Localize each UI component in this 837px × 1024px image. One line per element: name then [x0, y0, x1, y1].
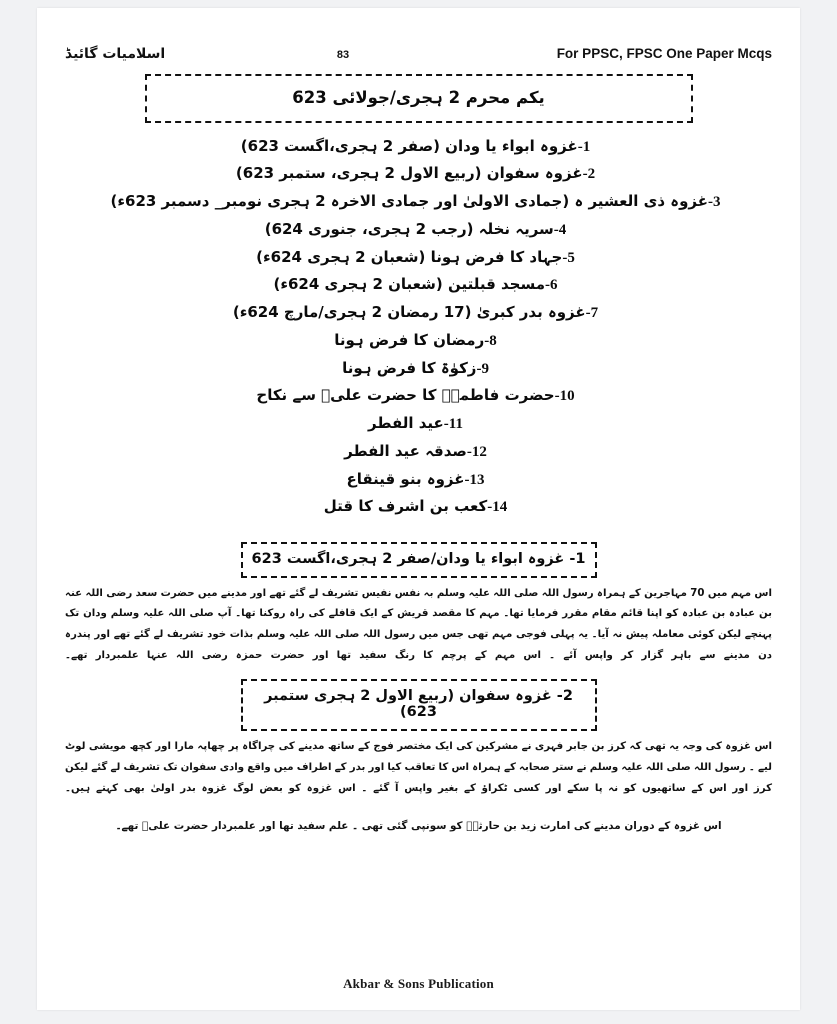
event-text: سریہ نخلہ (رجب 2 ہجری، جنوری 624)	[264, 219, 554, 238]
event-number: 6-	[545, 277, 558, 294]
event-number: 13-	[464, 471, 485, 488]
running-head	[65, 46, 772, 68]
event-number: 10-	[554, 388, 575, 405]
event-number: 5-	[562, 249, 575, 266]
event-text: مسجد قبلتین (شعبان 2 ہجری 624ء)	[273, 275, 546, 294]
list-item	[65, 300, 766, 328]
section-heading-box-2	[241, 679, 597, 731]
event-number: 11-	[443, 416, 463, 432]
event-text: رمضان کا فرض ہونا	[334, 330, 485, 349]
event-number: 1-	[577, 138, 591, 155]
list-item	[65, 327, 766, 355]
event-text: کعب بن اشرف کا قتل	[323, 497, 488, 516]
list-item	[65, 438, 766, 466]
event-text: غزوہ بدر کبریٰ (17 رمضان 2 ہجری/مارچ 624ء)	[232, 303, 586, 321]
event-text: غزوہ ذی العشیر ہ (جمادی الاولیٰ اور جمادی الاخرہ 2 ہجری نومبر_ دسمبر 623ء)	[110, 192, 708, 210]
section-closing-line: اس غزوہ کے دوران مدینے کی امارت زید بن حارثہؓ کو سونپی گئی تھی ۔ علم سفید تھا اور علمبردار حضرت علیؓ تھے۔	[115, 819, 722, 832]
page-number: 83	[336, 49, 350, 61]
exam-subtitle: For PPSC, FPSC One Paper Mcqs	[556, 46, 772, 61]
event-text: صدقہ عید الفطر	[344, 441, 467, 460]
event-number: 12-	[466, 443, 487, 460]
event-number: 14-	[487, 499, 508, 516]
list-item	[65, 466, 766, 494]
event-number: 9-	[476, 360, 489, 377]
section-paragraph: اس مہم میں 70 مہاجرین کے ہمراہ رسول اللہ صلی اللہ علیہ وسلم بہ نفس نفیس تشریف لے گئے تھے اور مدینے میں حضرت سعد رضی اللہ عنہ بن عبادہ بن عبادہ کو اپنا قائم مقام مقرر فرمایا تھا۔ مہم کا مقصد قریش کے ایک قافلے کی راہ روکنا تھا۔ آپ صلی اللہ علیہ وسلم ودان تک پہنچے لیکن کوئی معاملہ پیش نہ آیا۔ یہ پہلی فوجی مہم تھی جس میں رسول اللہ صلی اللہ علیہ وسلم بذات خود تشریف لے گئے تھے اور پندرہ دن مدینے سے باہر گزار کر واپس آئے ۔ اس مہم کے پرچم کا رنگ سفید تھا اور حضرت حمزہ رضی اللہ عنہا علمبردار تھے۔	[65, 587, 772, 662]
publisher-name: Akbar & Sons Publication	[343, 976, 494, 991]
event-number: 2-	[582, 166, 596, 183]
list-item	[65, 244, 766, 272]
list-item	[65, 494, 766, 522]
event-text: غزوہ ابواء یا ودان (صفر 2 ہجری،اگست 623)	[240, 136, 578, 155]
document-page-sheet	[37, 8, 800, 1010]
section-heading-text: 2- غزوہ سفوان (ربیع الاول 2 ہجری ستمبر 623)	[264, 688, 573, 721]
event-number: 8-	[484, 332, 497, 349]
event-number: 7-	[585, 305, 599, 321]
event-text: حضرت فاطمہؓ کا حضرت علیؓ سے نکاح	[256, 386, 555, 405]
event-text: غزوہ بنو قینقاع	[346, 469, 465, 488]
list-item	[65, 383, 766, 411]
section-heading-text: 1- غزوہ ابواء یا ودان/صفر 2 ہجری،اگست 623	[251, 550, 586, 567]
event-number: 3-	[708, 194, 721, 210]
list-item	[65, 133, 766, 161]
book-title-urdu: اسلامیات گائیڈ	[65, 46, 166, 62]
list-item	[65, 272, 766, 300]
list-item	[65, 189, 766, 217]
page-content-area	[37, 8, 800, 1010]
event-list	[65, 133, 772, 522]
section-heading-box-1	[241, 542, 597, 578]
event-number: 4-	[553, 221, 567, 238]
section-paragraph: اس غزوہ کی وجہ یہ تھی کہ کرز بن جابر فہری نے مشرکین کی ایک مختصر فوج کے ساتھ مدینے کی چراگاہ پر چھاپہ مارا اور کچھ مویشی لوٹ لیے ۔ رسول اللہ صلی اللہ علیہ وسلم نے ستر صحابہ کے ہمراہ اس کا تعاقب کیا اور بدر کے اطراف میں واقع وادی سفوان تک تشریف لے گئے لیکن کرز اور اس کے ساتھیوں کو نہ پا سکے اور کسی ٹکراؤ کے بغیر واپس آ گئے ۔ اس غزوہ کو بعض لوگ غزوہ بدر اولیٰ بھی کہتے ہیں۔	[65, 741, 772, 794]
page-footer	[37, 976, 800, 992]
list-item	[65, 355, 766, 383]
event-text: عید الفطر	[368, 414, 444, 432]
event-text: زکوٰۃ کا فرض ہونا	[342, 358, 477, 377]
list-item	[65, 161, 766, 189]
event-text: غزوہ سفوان (ربیع الاول 2 ہجری، ستمبر 623)	[235, 164, 583, 183]
main-heading-box	[145, 74, 693, 123]
list-item	[65, 216, 766, 244]
list-item	[65, 411, 766, 439]
main-heading-text: یکم محرم 2 ہجری/جولائی 623	[292, 88, 545, 107]
event-text: جہاد کا فرض ہونا (شعبان 2 ہجری 624ء)	[256, 247, 563, 266]
